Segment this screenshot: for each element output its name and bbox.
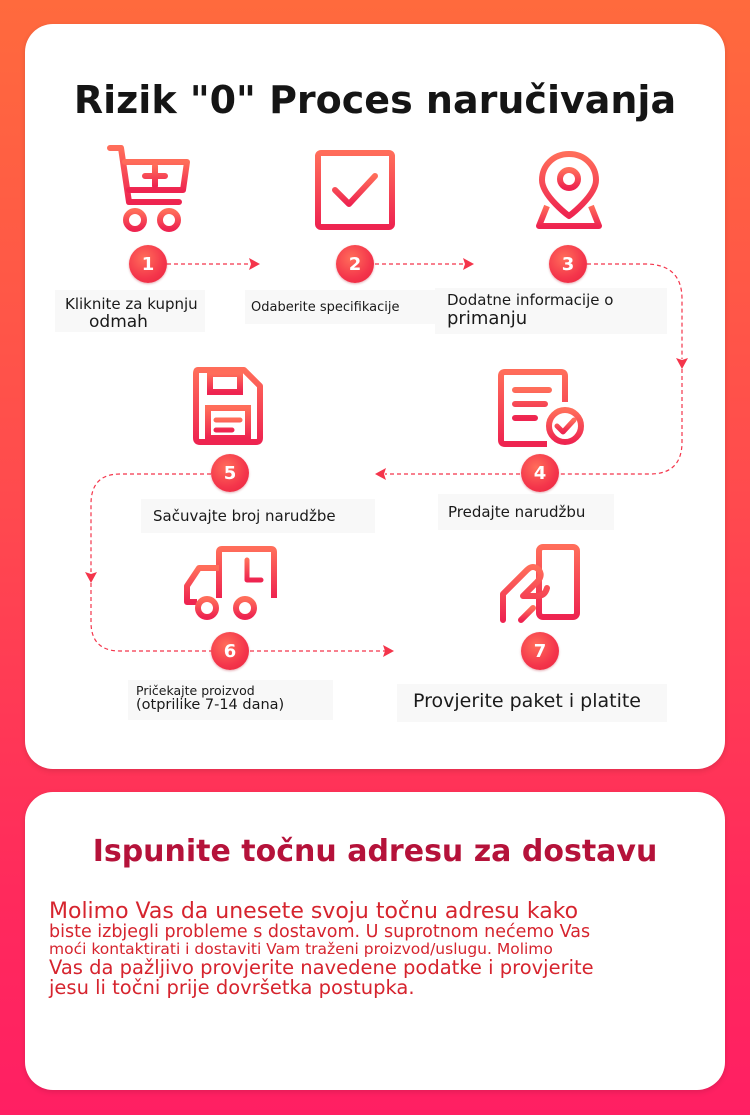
- address-notice-line-3: moći kontaktirati i dostaviti Vam traženi proizvod/uslugu. Molimo: [49, 940, 553, 959]
- address-notice: [49, 900, 699, 999]
- address-title: Ispunite točnu adresu za dostavu: [92, 834, 658, 869]
- step-1-number: 1: [129, 245, 167, 283]
- delivery-truck-icon: [183, 546, 277, 620]
- step-6-label-line2: (otprilike 7-14 dana): [136, 696, 285, 713]
- address-notice-line-2: biste izbjegli probleme s dostavom. U suprotnom nećemo Vas: [49, 922, 591, 943]
- step-3-label-line2: primanju: [447, 307, 528, 329]
- step-5-label-line1: Sačuvajte broj narudžbe: [153, 507, 336, 525]
- step-1-label-line2: odmah: [89, 311, 148, 332]
- process-title: Rizik "0" Proces naručivanja: [73, 78, 677, 122]
- step-7-label-line1: Provjerite paket i platite: [413, 690, 641, 712]
- step-1-label: [55, 290, 205, 332]
- step-2-label-line1: Odaberite specifikacije: [251, 300, 400, 315]
- step-4-label: [438, 494, 614, 530]
- step-3-label: [435, 288, 667, 334]
- step-1-label-line1: Kliknite za kupnju: [65, 295, 198, 313]
- step-6-label-line1: Pričekajte proizvod: [136, 683, 255, 698]
- step-6-label: [128, 680, 333, 720]
- delivery-address-card: [25, 792, 725, 1090]
- step-3-label-line1: Dodatne informacije o: [447, 291, 614, 309]
- cart-plus-icon: [107, 144, 191, 234]
- address-notice-line-5: jesu li točni prije dovršetka postupka.: [49, 976, 415, 1000]
- checkbox-icon: [315, 150, 395, 230]
- flow-connectors: [25, 24, 725, 769]
- hand-package-icon: [499, 544, 583, 624]
- step-7-number: 7: [521, 632, 559, 670]
- address-notice-line-1: Molimo Vas da unesete svoju točnu adresu kako: [49, 899, 579, 924]
- step-4-number: 4: [521, 454, 559, 492]
- floppy-disk-icon: [192, 366, 264, 446]
- step-5-number: 5: [211, 454, 249, 492]
- step-2-label: [245, 290, 445, 324]
- address-notice-line-4: Vas da pažljivo provjerite navedene podatke i provjerite: [49, 955, 594, 979]
- step-3-number: 3: [549, 245, 587, 283]
- step-7-label: [397, 684, 667, 722]
- step-6-number: 6: [211, 632, 249, 670]
- step-4-label-line1: Predajte narudžbu: [448, 503, 586, 521]
- location-pin-icon: [533, 150, 605, 230]
- document-check-icon: [497, 368, 585, 448]
- step-5-label: [141, 499, 375, 533]
- order-process-card: [25, 24, 725, 769]
- step-2-number: 2: [336, 245, 374, 283]
